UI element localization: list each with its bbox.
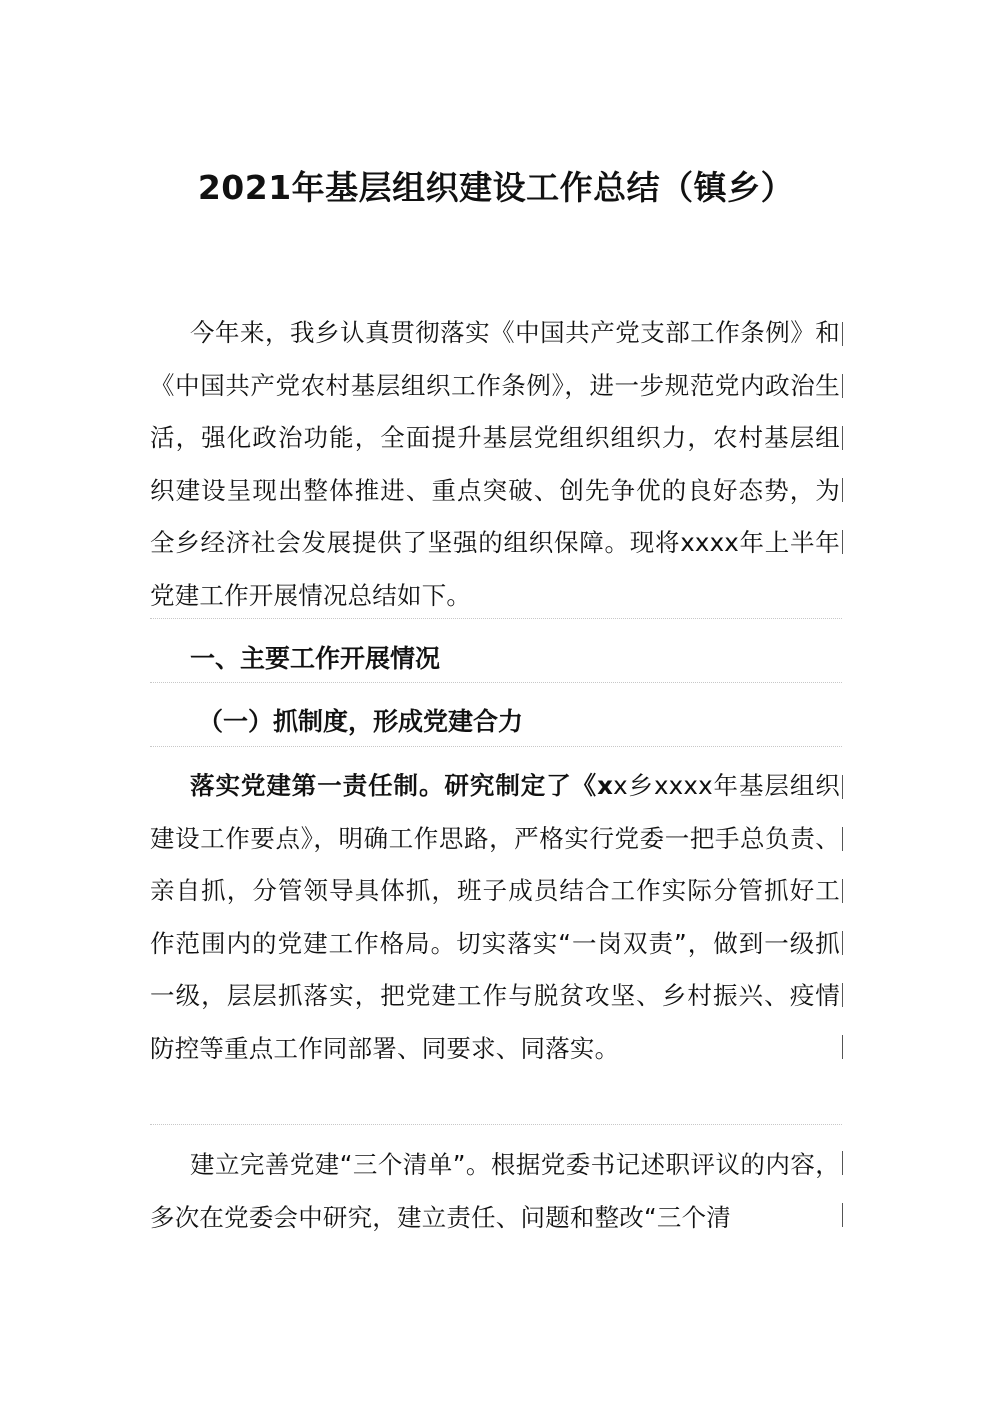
paragraph-divider xyxy=(150,746,842,747)
margin-mark xyxy=(842,879,843,903)
margin-mark xyxy=(842,426,843,450)
checklist-paragraph: 建立完善党建“三个清单”。根据党委书记述职评议的内容，多次在党委会中研究，建立责任、问题和整改“三个清 xyxy=(150,1150,840,1232)
page-title: 2021年基层组织建设工作总结（镇乡） xyxy=(197,168,795,207)
margin-mark xyxy=(842,931,843,955)
paragraph-divider xyxy=(150,1124,842,1125)
responsibility-block xyxy=(150,760,840,1075)
subsection-heading: （一）抓制度，形成党建合力 xyxy=(198,707,524,736)
responsibility-paragraph xyxy=(150,760,840,1075)
intro-paragraph: 今年来，我乡认真贯彻落实《中国共产党支部工作条例》和《中国共产党农村基层组织工作条例》，进一步规范党内政治生活，强化政治功能，全面提升基层党组织组织力，农村基层组织建设呈现出整体推进、重点突破、创先争优的良好态势，为全乡经济社会发展提供了坚强的组织保障。现将xxxx年上半年党建工作开展情况总结如下。 xyxy=(150,318,840,610)
section-heading-block xyxy=(150,634,840,684)
margin-mark xyxy=(842,530,843,554)
paragraph-divider xyxy=(150,618,842,619)
margin-mark xyxy=(842,775,843,799)
subsection-heading-block xyxy=(150,697,840,747)
margin-mark xyxy=(842,322,843,346)
intro-block xyxy=(150,307,840,622)
margin-mark xyxy=(842,1151,843,1175)
checklist-block xyxy=(150,1139,840,1244)
paragraph-divider xyxy=(150,682,842,683)
margin-mark xyxy=(842,374,843,398)
margin-mark xyxy=(842,983,843,1007)
paragraph-lead: 落实党建第一责任制。研究制定了《x xyxy=(190,771,614,800)
margin-mark xyxy=(842,1035,843,1059)
margin-mark xyxy=(842,1203,843,1227)
section-heading: 一、主要工作开展情况 xyxy=(190,644,441,673)
margin-mark xyxy=(842,478,843,502)
margin-mark xyxy=(842,827,843,851)
paragraph-body: x乡xxxx年基层组织建设工作要点》，明确工作思路，严格实行党委一把手总负责、亲自抓，分管领导具体抓，班子成员结合工作实际分管抓好工作范围内的党建工作格局。切实落实“一岗双责”，做到一级抓一级，层层抓落实，把党建工作与脱贫攻坚、乡村振兴、疫情防控等重点工作同部署、同要求、同落实。 xyxy=(150,771,840,1063)
